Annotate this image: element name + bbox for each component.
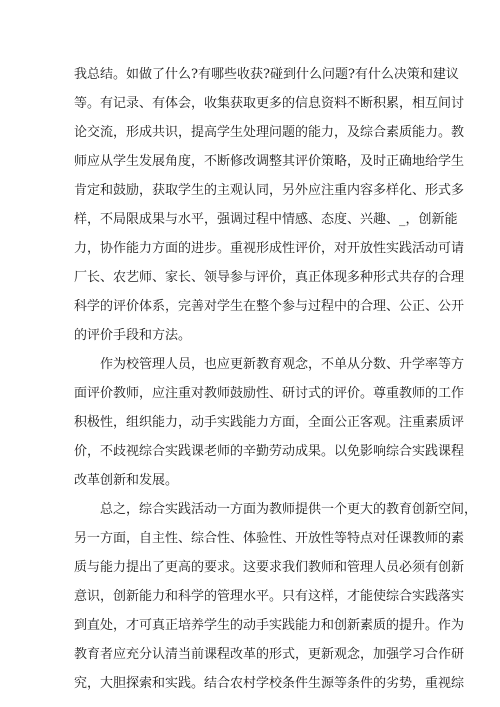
text-line: 等。有记录、有体会，收集获取更多的信息资料不断积累，相互间讨 xyxy=(74,96,465,111)
paragraph-3 xyxy=(74,495,478,698)
text-line: 的评价手段和方法。 xyxy=(74,328,192,343)
text-line: 肯定和鼓励，获取学生的主观认同，另外应注重内容多样化、形式多 xyxy=(74,183,465,198)
text-line: 论交流，形成共识，提高学生处理问题的能力，及综合素质能力。教 xyxy=(74,125,465,140)
text-line: 样，不局限成果与水平，强调过程中情感、态度、兴趣、_，创新能 xyxy=(74,212,458,227)
text-line: 力，协作能力方面的进步。重视形成性评价，对开放性实践活动可请 xyxy=(74,241,465,256)
text-line: 厂长、农艺师、家长、领导参与评价，真正体现多种形式共存的合理 xyxy=(74,270,465,285)
text-line: 积极性，组织能力，动手实践能力方面，全面公正客观。注重素质评 xyxy=(74,415,465,430)
text-line: 另一方面，自主性、综合性、体验性、开放性等特点对任课教师的素 xyxy=(74,531,465,546)
paragraph-2 xyxy=(74,350,465,495)
text-line: 价，不歧视综合实践课老师的辛勤劳动成果。以免影响综合实践课程 xyxy=(74,444,465,459)
text-line: 我总结。如做了什么?有哪些收获?碰到什么问题?有什么决策和建议 xyxy=(74,67,459,82)
text-line: 到直处，才可真正培养学生的动手实践能力和创新素质的提升。作为 xyxy=(74,618,465,633)
text-line: 科学的评价体系，完善对学生在整个参与过程中的合理、公正、公开 xyxy=(74,299,465,314)
text-line: 师应从学生发展角度，不断修改调整其评价策略，及时正确地给学生 xyxy=(74,154,465,169)
paragraph-1 xyxy=(74,60,465,350)
text-line: 究，大胆探索和实践。结合农村学校条件生源等条件的劣势，重视综 xyxy=(74,676,465,691)
text-line: 意识，创新能力和科学的管理水平。只有这样，才能使综合实践落实 xyxy=(74,589,465,604)
document-body xyxy=(74,60,478,698)
text-line: 教育者应充分认清当前课程改革的形式，更新观念，加强学习合作研 xyxy=(74,647,465,662)
text-line: 改革创新和发展。 xyxy=(74,473,179,488)
text-line: 质与能力提出了更高的要求。这要求我们教师和管理人员必须有创新 xyxy=(74,560,465,575)
text-line: 面评价教师，应注重对教师鼓励性、研讨式的评价。尊重教师的工作 xyxy=(74,386,465,401)
text-line: 总之，综合实践活动一方面为教师提供一个更大的教育创新空间， xyxy=(100,502,478,517)
text-line: 作为校管理人员，也应更新教育观念，不单从分数、升学率等方 xyxy=(100,357,465,372)
